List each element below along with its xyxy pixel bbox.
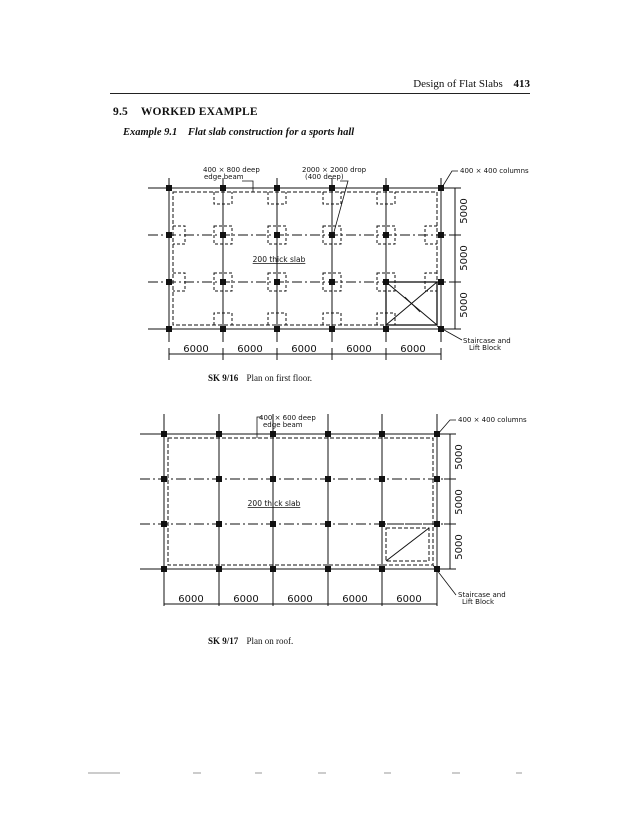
- roof-edge-beam-outer: [164, 434, 437, 569]
- column: [434, 431, 440, 437]
- footer-scan-marks: [0, 768, 638, 778]
- columns-label: 400 × 400 columns: [460, 167, 529, 175]
- staircase-label: Lift Block: [462, 598, 495, 606]
- roof-columns: [161, 431, 440, 572]
- bay-width-label: 6000: [233, 594, 259, 605]
- column: [379, 431, 385, 437]
- column: [216, 566, 222, 572]
- column: [216, 431, 222, 437]
- columns-label: 400 × 400 columns: [458, 416, 527, 424]
- bay-width-label: 6000: [291, 344, 317, 355]
- edge-beam-label: 400 × 800 deep: [203, 166, 260, 174]
- column: [270, 566, 276, 572]
- caption-text: Plan on roof.: [246, 636, 294, 646]
- bay-width-label: 6000: [396, 594, 422, 605]
- drop-panel-label: 2000 × 2000 drop: [302, 166, 367, 174]
- bay-width-label: 6000: [237, 344, 263, 355]
- column: [216, 521, 222, 527]
- bay-height-label: 5000: [454, 444, 465, 470]
- page-number: 413: [513, 78, 530, 90]
- section-title: WORKED EXAMPLE: [140, 106, 258, 118]
- caption-number: SK 9/16: [208, 373, 239, 383]
- bay-width-label: 6000: [178, 594, 204, 605]
- column: [270, 431, 276, 437]
- column: [161, 521, 167, 527]
- example-label: Example 9.1: [123, 127, 178, 138]
- bay-width-label: 6000: [400, 344, 426, 355]
- column: [325, 521, 331, 527]
- bay-height-label: 5000: [459, 198, 470, 224]
- roof-caption: [208, 636, 293, 646]
- drop-panel-label: (400 deep): [305, 173, 344, 181]
- edge-beam-label: 400 × 600 deep: [259, 414, 316, 422]
- column: [161, 566, 167, 572]
- roof-staircase-diagonal: [386, 528, 429, 561]
- bay-height-label: 5000: [459, 245, 470, 271]
- column: [270, 476, 276, 482]
- bay-width-label: 6000: [342, 594, 368, 605]
- slab-thickness-label: 200 thick slab: [252, 255, 306, 264]
- example-title: Flat slab construction for a sports hall: [187, 127, 355, 138]
- running-title: Design of Flat Slabs: [413, 78, 503, 90]
- column: [161, 431, 167, 437]
- bay-height-label: 5000: [454, 489, 465, 515]
- staircase-label: Staircase and: [463, 337, 511, 345]
- bay-height-label: 5000: [454, 534, 465, 560]
- column: [216, 476, 222, 482]
- column: [325, 476, 331, 482]
- edge-beam-label: edge beam: [204, 173, 244, 181]
- column: [379, 476, 385, 482]
- bay-width-label: 6000: [287, 594, 313, 605]
- staircase-label: Staircase and: [458, 591, 506, 599]
- slab-thickness-label: 200 thick slab: [247, 499, 301, 508]
- staircase-label: Lift Block: [469, 344, 502, 352]
- column: [161, 476, 167, 482]
- section-number: 9.5: [113, 106, 128, 118]
- bay-height-label: 5000: [459, 292, 470, 318]
- roof-edge-beam-inner: [168, 438, 433, 565]
- column: [379, 521, 385, 527]
- column: [270, 521, 276, 527]
- caption-text: Plan on first floor.: [246, 373, 313, 383]
- column: [325, 431, 331, 437]
- caption-number: SK 9/17: [208, 636, 239, 646]
- column: [379, 566, 385, 572]
- column: [434, 476, 440, 482]
- edge-beam-label: edge beam: [263, 421, 303, 429]
- bay-width-label: 6000: [183, 344, 209, 355]
- bay-width-label: 6000: [346, 344, 372, 355]
- column: [325, 566, 331, 572]
- column: [434, 521, 440, 527]
